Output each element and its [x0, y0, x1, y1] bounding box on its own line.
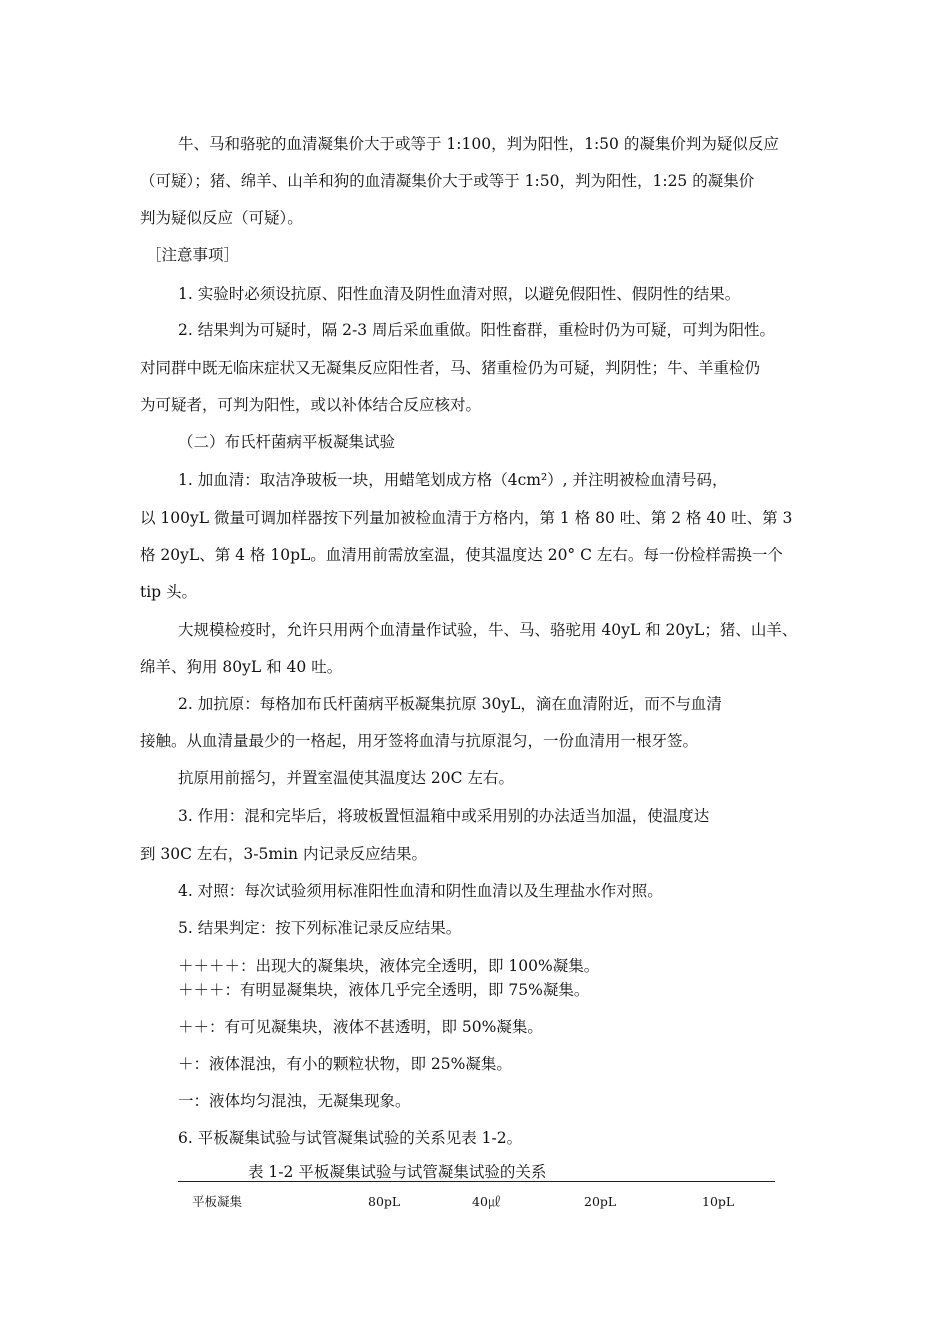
- table-cell-10: 10pL: [702, 1194, 735, 1209]
- result-criterion: 一：液体均匀混浊，无凝集现象。: [178, 1092, 411, 1110]
- paragraph-line: 2. 结果判为可疑时，隔 2-3 周后采血重做。阳性畜群，重检时仍为可疑，可判为阳性。: [178, 321, 776, 339]
- paragraph-line: 1. 实验时必须设抗原、阳性血清及阴性血清对照，以避免假阳性、假阴性的结果。: [178, 285, 741, 303]
- paragraph-line: 对同群中既无临床症状又无凝集反应阳性者，马、猪重检仍为可疑，判阴性；牛、羊重检仍: [140, 359, 761, 377]
- section-heading: （二）布氏杆菌病平板凝集试验: [178, 433, 396, 451]
- paragraph-line: 1. 加血清：取洁净玻板一块，用蜡笔划成方格（4cm²）, 并注明被检血清号码，: [178, 471, 728, 489]
- paragraph-line: 2. 加抗原：每格加布氏杆菌病平板凝集抗原 30yL，滴在血清附近，而不与血清: [178, 695, 722, 713]
- paragraph-line: 以 100yL 微量可调加样器按下列量加被检血清于方格内，第 1 格 80 吐、第 2 格 40 吐、第 3: [140, 509, 793, 527]
- result-criterion: ＋＋：有可见凝集块，液体不甚透明，即 50%凝集。: [178, 1018, 543, 1036]
- table-cell-40: 40㎕: [472, 1194, 501, 1209]
- table-cell-80: 80pL: [368, 1194, 401, 1209]
- paragraph-line: 格 20yL、第 4 格 10pL。血清用前需放室温，使其温度达 20° C 左右。每一份检样需换一个: [140, 546, 783, 564]
- paragraph-line: 牛、马和骆驼的血清凝集价大于或等于 1:100，判为阳性，1:50 的凝集价判为疑似反应: [178, 135, 779, 153]
- paragraph-line: tip 头。: [140, 583, 198, 601]
- result-criterion: ＋：液体混浊，有小的颗粒状物，即 25%凝集。: [178, 1055, 512, 1073]
- result-criterion: ＋＋＋：有明显凝集块，液体几乎完全透明，即 75%凝集。: [178, 981, 590, 999]
- paragraph-line: 为可疑者，可判为阳性，或以补体结合反应核对。: [140, 396, 482, 414]
- section-heading-notes: ［注意事项］: [146, 246, 240, 264]
- paragraph-line: 接触。从血清量最少的一格起，用牙签将血清与抗原混匀，一份血清用一根牙签。: [140, 732, 699, 750]
- table-cell-20: 20pL: [584, 1194, 617, 1209]
- paragraph-line: （可疑）；猪、绵羊、山羊和狗的血清凝集价大于或等于 1:50，判为阳性，1:25 的凝集价: [140, 172, 755, 190]
- paragraph-line: 5. 结果判定：按下列标准记录反应结果。: [178, 919, 462, 937]
- paragraph-line: 6. 平板凝集试验与试管凝集试验的关系见表 1-2。: [178, 1129, 523, 1147]
- paragraph-line: 3. 作用：混和完毕后，将玻板置恒温箱中或采用别的办法适当加温，使温度达: [178, 807, 710, 825]
- table-caption: 表 1-2 平板凝集试验与试管凝集试验的关系: [248, 1163, 547, 1181]
- paragraph-line: 到 30C 左右，3-5min 内记录反应结果。: [140, 845, 427, 863]
- table-top-rule: [178, 1181, 775, 1182]
- paragraph-line: 4. 对照：每次试验须用标准阳性血清和阴性血清以及生理盐水作对照。: [178, 882, 663, 900]
- result-criterion: ＋＋＋＋：出现大的凝集块，液体完全透明，即 100%凝集。: [178, 957, 600, 975]
- table-cell-row-label: 平板凝集: [192, 1194, 243, 1209]
- paragraph-line: 抗原用前摇匀，并置室温使其温度达 20C 左右。: [178, 769, 514, 787]
- paragraph-line: 绵羊、狗用 80yL 和 40 吐。: [140, 658, 343, 676]
- paragraph-line: 判为疑似反应（可疑）。: [140, 209, 303, 227]
- paragraph-line: 大规模检疫时，允许只用两个血清量作试验，牛、马、骆驼用 40yL 和 20yL；猪、山羊、: [178, 621, 798, 639]
